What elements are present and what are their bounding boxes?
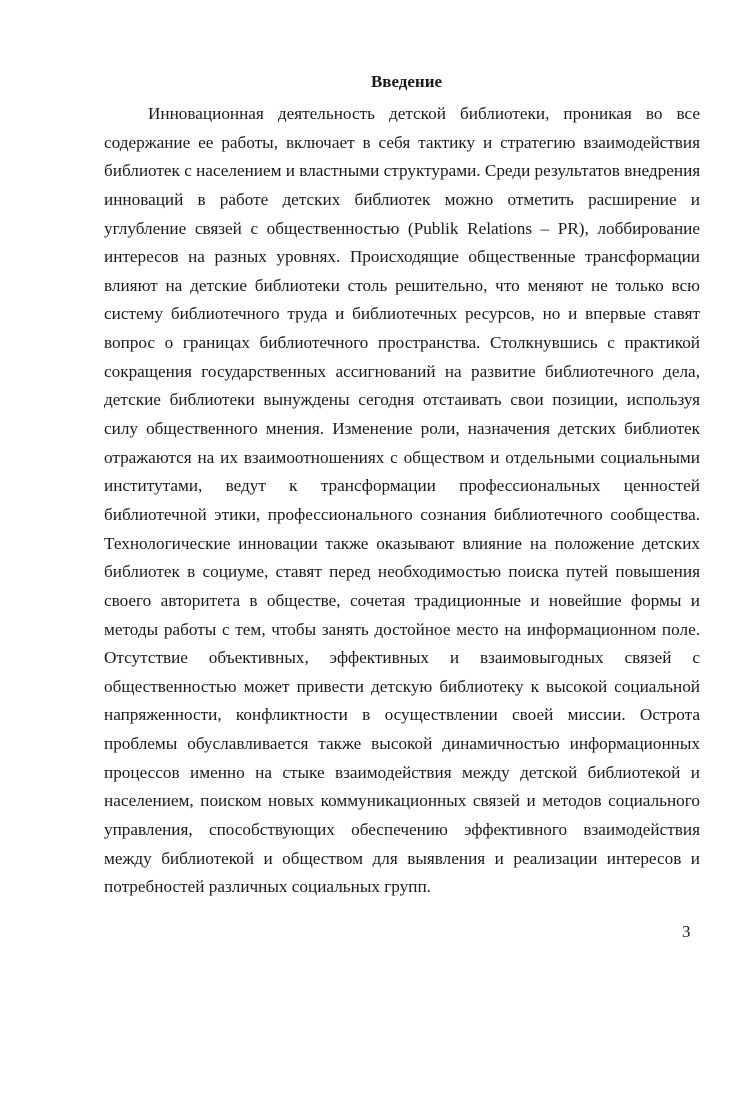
page-title: Введение xyxy=(370,72,443,91)
text-line: институтами, ведут к трансформации профессиональных ценностей xyxy=(104,476,700,496)
text-line: отражаются на их взаимоотношениях с обществом и отдельными социальными xyxy=(104,447,700,467)
text-line: углубление связей с общественностью (Publik Relations – PR), лоббирование xyxy=(104,218,700,238)
text-line: систему библиотечного труда и библиотечных ресурсов, но и впервые ставят xyxy=(104,304,700,324)
text-line: Отсутствие объективных, эффективных и взаимовыгодных связей с xyxy=(104,648,700,668)
text-line: библиотек с населением и властными структурами. Среди результатов внедрения xyxy=(104,161,701,181)
text-line: вопрос о границах библиотечного пространства. Столкнувшись с практикой xyxy=(104,333,700,353)
text-line: общественностью может привести детскую библиотеку к высокой социальной xyxy=(104,676,700,696)
text-line: интересов на разных уровнях. Происходящие общественные трансформации xyxy=(104,247,700,267)
text-line: населением, поиском новых коммуникационных связей и методов социального xyxy=(104,791,700,811)
text-line: библиотек в социуме, ставят перед необходимостью поиска путей повышения xyxy=(104,562,700,582)
text-line: методы работы с тем, чтобы занять достойное место на информационном поле. xyxy=(104,619,700,639)
page-number: 3 xyxy=(682,922,691,941)
text-line: напряженности, конфликтности в осуществлении своей миссии. Острота xyxy=(104,705,700,725)
text-line: между библиотекой и обществом для выявления и реализации интересов и xyxy=(104,848,700,868)
text-line: Технологические инновации также оказывают влияние на положение детских xyxy=(104,533,700,553)
text-line: сокращения государственных ассигнований на развитие библиотечного дела, xyxy=(104,361,700,381)
text-line: содержание ее работы, включает в себя тактику и стратегию взаимодействия xyxy=(104,132,700,152)
text-line: инноваций в работе детских библиотек можно отметить расширение и xyxy=(104,189,700,209)
text-line: управления, способствующих обеспечению эффективного взаимодействия xyxy=(104,820,700,840)
text-line: своего авторитета в обществе, сочетая традиционные и новейшие формы и xyxy=(104,590,700,610)
text-line: библиотечной этики, профессионального сознания библиотечного сообщества. xyxy=(104,504,700,524)
text-line: процессов именно на стыке взаимодействия между детской библиотекой и xyxy=(104,762,700,782)
text-line: потребностей различных социальных групп. xyxy=(104,877,431,897)
text-line: Инновационная деятельность детской библиотеки, проникая во все xyxy=(148,104,700,123)
body-text xyxy=(104,100,700,902)
text-line: силу общественного мнения. Изменение роли, назначения детских библиотек xyxy=(104,419,700,439)
text-line: детские библиотеки вынуждены сегодня отстаивать свои позиции, используя xyxy=(104,390,700,410)
text-line: влияют на детские библиотеки столь решительно, что меняют не только всю xyxy=(104,275,700,295)
text-line: проблемы обуславливается также высокой динамичностью информационных xyxy=(104,734,700,754)
